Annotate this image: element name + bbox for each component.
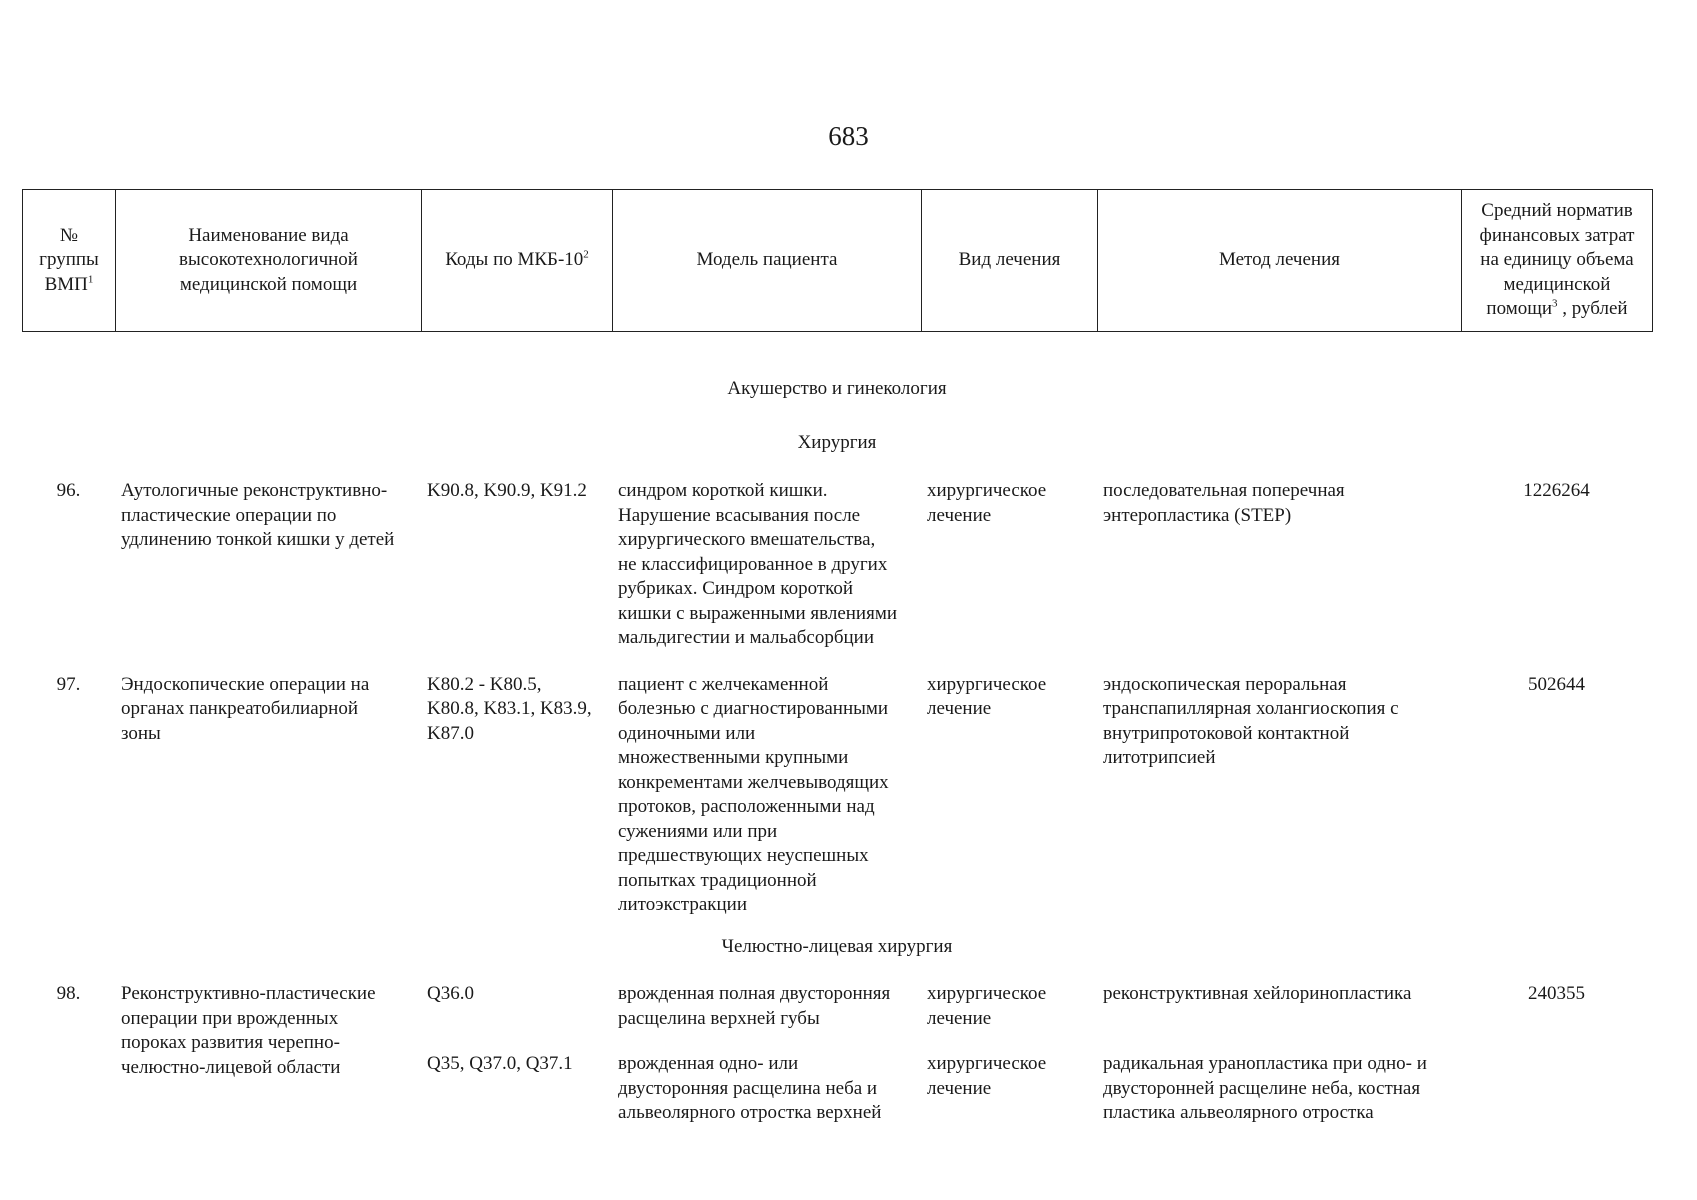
header-average-cost: Средний норматив финансовых затрат на единицу объема медицинской помощи$^3$ , рублей	[1462, 190, 1653, 332]
care-type-name: Реконструктивно-пластические операции при врожденных пороках развития черепно- челюстно-лицевой области	[121, 983, 376, 1078]
icd-codes: Q36.0	[427, 983, 474, 1004]
header-patient-model: Модель пациента	[613, 190, 922, 332]
header-treatment-kind: Вид лечения	[922, 190, 1098, 332]
header-icd-codes: Коды по МКБ-$10^2$	[422, 190, 613, 332]
care-type-name: Аутологичные реконструктивно- пластические операции по удлинению тонкой кишки у детей	[121, 480, 395, 550]
section-title-surgery: Хирургия	[797, 431, 877, 453]
treatment-method: последовательная поперечная энтеропластика (STEP)	[1103, 480, 1345, 526]
patient-model: пациент с желчекаменной болезнью с диагностированными одиночными или множественными крупными конкрементами желчевыводящих протоков, расположенными над сужениями или при предшествующих неуспешных попытках традиционной литоэкстракции	[618, 673, 889, 915]
table-header	[22, 189, 1653, 332]
patient-model: синдром короткой кишки. Нарушение всасывания после хирургического вмешательства, не классифицированное в других рубриках. Синдром короткой кишки с выраженными явлениями мальдигестии и мальабсорбции	[618, 480, 898, 648]
average-cost: 502644	[1528, 673, 1585, 695]
average-cost: 240355	[1528, 983, 1585, 1004]
header-group-number: № группы ВМП$^1$	[23, 190, 116, 332]
table-row	[22, 982, 1652, 1126]
average-cost: 1226264	[1523, 480, 1590, 501]
table-row	[22, 479, 1652, 651]
icd-codes: K80.2 - K80.5, K80.8, K83.1, K83.9, K87.0	[427, 673, 592, 744]
treatment-method: эндоскопическая пероральная транспапиллярная холангиоскопия с внутрипротоковой контактной литотрипсией	[1103, 673, 1399, 768]
treatment-kind: хирургическое лечение	[927, 480, 1047, 526]
header-care-type-name: Наименование вида высокотехнологичной медицинской помощи	[116, 190, 422, 332]
section-title-obstetrics: Акушерство и гинекология	[727, 378, 947, 399]
section-title-maxillofacial: Челюстно-лицевая хирургия	[721, 935, 953, 957]
treatment-method: реконструктивная хейлоринопластика	[1103, 983, 1412, 1004]
icd-codes: Q35, Q37.0, Q37.1	[427, 1053, 573, 1074]
treatment-kind: хирургическое лечение	[927, 1053, 1047, 1099]
row-number: 97.	[56, 673, 81, 695]
patient-model: врожденная полная двусторонняя расщелина верхней губы	[618, 983, 891, 1029]
table-row	[22, 673, 1652, 918]
page-number: 683	[828, 121, 869, 151]
treatment-kind: хирургическое лечение	[927, 983, 1047, 1029]
treatment-method: радикальная уранопластика при одно- и двусторонней расщелине неба, костная пластика альвеолярного отростка	[1103, 1053, 1427, 1123]
treatment-kind: хирургическое лечение	[927, 673, 1047, 719]
icd-codes: K90.8, K90.9, K91.2	[427, 480, 587, 501]
row-number: 96.	[56, 480, 81, 501]
patient-model: врожденная одно- или двусторонняя расщелина неба и альвеолярного отростка верхней	[618, 1053, 882, 1123]
row-number: 98.	[56, 983, 81, 1004]
header-treatment-method: Метод лечения	[1098, 190, 1462, 332]
care-type-name: Эндоскопические операции на органах панкреатобилиарной зоны	[121, 673, 370, 744]
services-table	[22, 189, 1652, 1126]
